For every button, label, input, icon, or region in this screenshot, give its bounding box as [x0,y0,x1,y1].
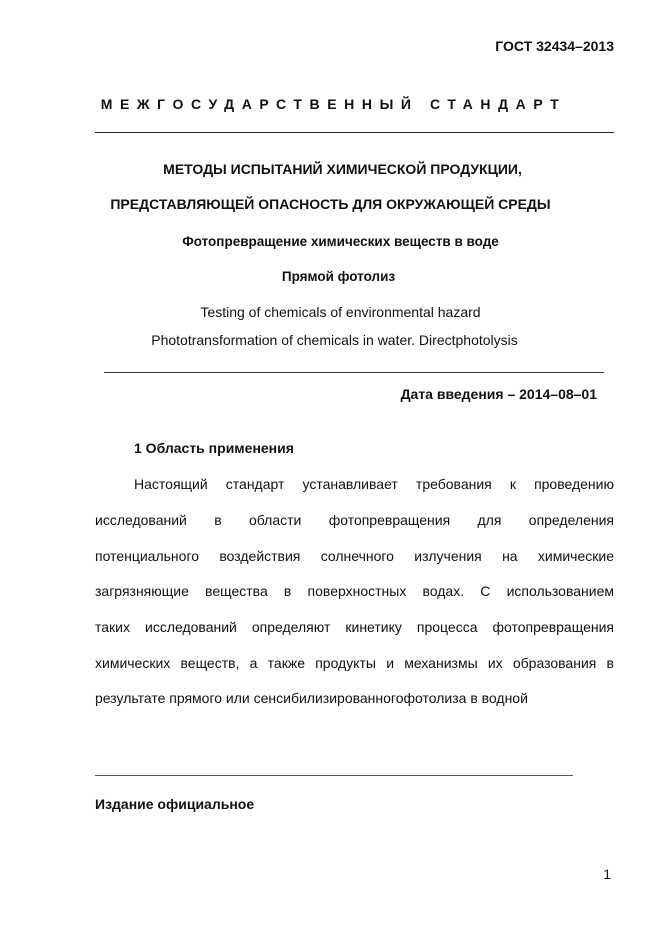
official-edition-label: Издание официальное [95,796,255,812]
paragraph-line: Настоящий стандарт устанавливает требования к проведению [134,476,614,492]
subtitle-ru-2: Прямой фотолиз [281,269,396,284]
header-divider [95,132,614,133]
standard-code: ГОСТ 32434–2013 [495,38,614,54]
title-en-line2: Phototransformation of chemicals in water. Directphotolysis [151,332,518,348]
introduction-date: Дата введения – 2014–08–01 [400,386,597,402]
paragraph-line: таких исследований определяют кинетику процесса фотопревращения [95,619,614,635]
title-ru-line1: МЕТОДЫ ИСПЫТАНИЙ ХИМИЧЕСКОЙ ПРОДУКЦИИ, [163,161,522,177]
page-number: 1 [603,866,611,882]
title-ru-line2: ПРЕДСТАВЛЯЮЩЕЙ ОПАСНОСТЬ ДЛЯ ОКРУЖАЮЩЕЙ СРЕДЫ [110,196,551,212]
footnote-divider [95,775,573,776]
title-en-line1: Testing of chemicals of environmental hazard [200,304,481,320]
section-heading: 1 Область применения [134,440,294,456]
paragraph-line: загрязняющие вещества в поверхностных водах. С использованием [95,583,614,599]
paragraph-line: химических веществ, а также продукты и механизмы их образования в [95,655,614,671]
interstate-standard-label: МЕЖГОСУДАРСТВЕННЫЙ СТАНДАРТ [100,96,567,112]
subtitle-ru-1: Фотопревращение химических веществ в воде [182,234,499,249]
title-divider [104,372,604,373]
paragraph-line: потенциального воздействия солнечного излучения на химические [95,548,614,564]
paragraph-line: исследований в области фотопревращения для определения [95,512,614,528]
paragraph-line: результате прямого или сенсибилизированногофотолиза в водной [95,690,528,706]
